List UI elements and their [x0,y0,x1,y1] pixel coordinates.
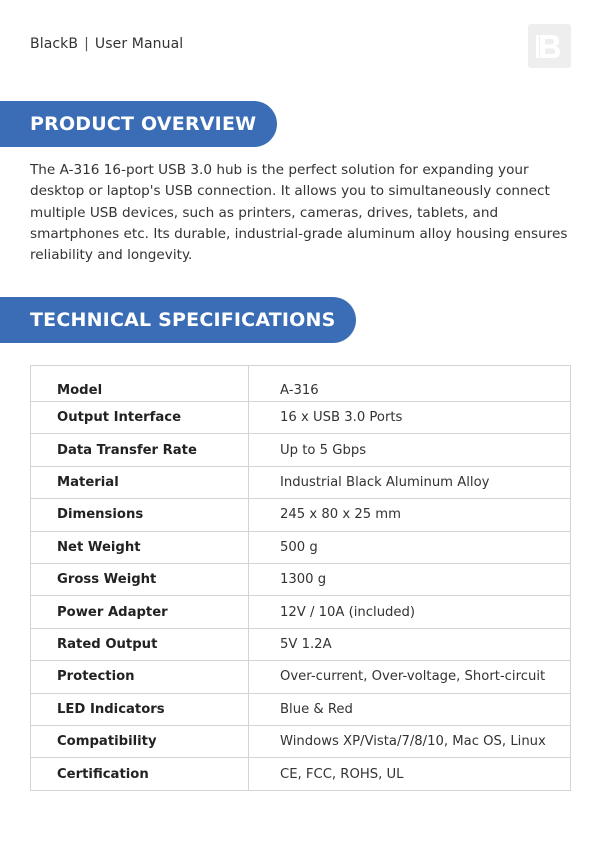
spec-value: A-316 [249,366,571,402]
product-overview-text: The A-316 16-port USB 3.0 hub is the perfect solution for expanding your desktop or laptop's USB connection. It allows you to simultaneously connect multiple USB devices, such as printers, cameras, drives, tablets, and smartphones etc. Its durable, industrial-grade aluminum alloy housing ensures reliability and longevity. [30,162,568,264]
spec-label: Net Weight [31,531,249,563]
spec-label: Model [31,366,249,402]
spec-value: Windows XP/Vista/7/8/10, Mac OS, Linux [249,725,571,757]
spec-value: Over-current, Over-voltage, Short-circuit [249,661,571,693]
spec-row-output-interface [31,402,571,434]
spec-value: Industrial Black Aluminum Alloy [249,466,571,498]
spec-row-power-adapter [31,596,571,628]
spec-value: CE, FCC, ROHS, UL [249,758,571,791]
spec-row-net-weight [31,531,571,563]
spec-row-rated-output [31,628,571,660]
spec-value: 500 g [249,531,571,563]
spec-row-data-transfer-rate [31,434,571,466]
brand-name: BlackB [30,36,79,52]
product-overview-heading: PRODUCT OVERVIEW [0,101,277,147]
spec-value: Blue & Red [249,693,571,725]
specifications-table [30,365,571,791]
spec-label: Data Transfer Rate [31,434,249,466]
header-separator: | [84,36,89,52]
spec-row-gross-weight [31,563,571,595]
spec-row-material [31,466,571,498]
b-logo-icon [528,24,571,68]
spec-value: Up to 5 Gbps [249,434,571,466]
spec-label: Output Interface [31,402,249,434]
spec-label: Material [31,466,249,498]
spec-value: 16 x USB 3.0 Ports [249,402,571,434]
spec-row-certification [31,758,571,791]
spec-label: Protection [31,661,249,693]
spec-row-model [31,366,571,402]
spec-label: Power Adapter [31,596,249,628]
spec-value: 245 x 80 x 25 mm [249,499,571,531]
spec-value: 12V / 10A (included) [249,596,571,628]
spec-row-compatibility [31,725,571,757]
technical-specifications-heading: TECHNICAL SPECIFICATIONS [0,297,356,343]
spec-label: Certification [31,758,249,791]
spec-label: Rated Output [31,628,249,660]
spec-label: Gross Weight [31,563,249,595]
spec-row-dimensions [31,499,571,531]
spec-label: LED Indicators [31,693,249,725]
document-title: User Manual [94,36,184,52]
spec-value: 5V 1.2A [249,628,571,660]
spec-value: 1300 g [249,563,571,595]
spec-label: Compatibility [31,725,249,757]
page-header [30,36,183,52]
spec-row-led-indicators [31,693,571,725]
spec-row-protection [31,661,571,693]
spec-label: Dimensions [31,499,249,531]
